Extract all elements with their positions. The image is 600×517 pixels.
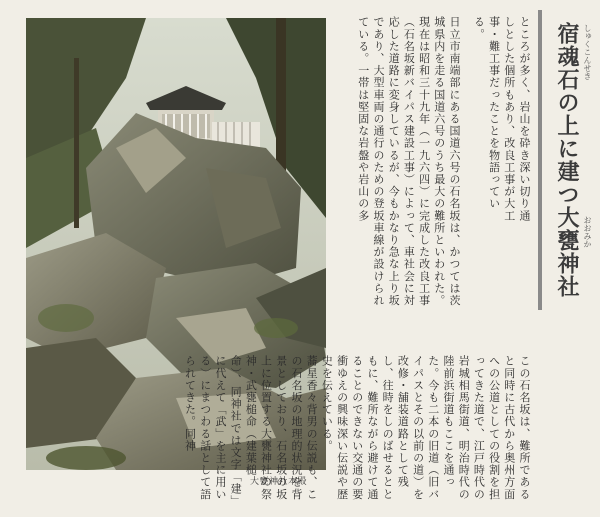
photo-caption: 大甕神社本殿	[250, 477, 308, 487]
paragraph-history: この石名坂は、難所であると同時に古代から奥州方面への公道としての役割を担ってきた道で、江戸時代の岩城相馬街道、明治時代の陸前浜街道もここを通った。今も二本の旧道（旧バイパスとその以前の道）を改修・舗装道路として残し、往時をしのばせるとともに、難所ながら避けて通ることのできない交通の要衝ゆえの興味深い伝説や歴史を伝えている。	[320, 355, 531, 501]
body-column-left-upper	[330, 16, 462, 316]
paragraph-intro-continued: ところが多く、岩山を砕き深い切り通しとした個所もあり、改良工事が大工事・難工事だったことを物語っている。	[472, 16, 531, 222]
paragraph-intro: 日立市南端部にある国道六号の石名坂は、かつては茨城県内を走る国道六号のうち最大の難所といわれた。現在は昭和三十九年（一九六四）に完成した改良工事（石名坂新バイパス建設工事）によって、車社会に対応した道路に変身しているが、今もかなり急な上り坂であり、大型車両の通行のための登坂車線が設けられている。一帯は堅固な岩盤や岩山の多	[356, 16, 461, 307]
page-title: 宿魂石の上に建つ大甕神社	[554, 22, 579, 298]
title-band	[538, 10, 594, 310]
paragraph-legend: 蕎星香々背男の伝説も、この石名坂の地理的状況を背景としており、石名坂の坂上に位置する大甕神社の祭神・武甕槌命（建葉槌命）、同神社では文字「建」に代えて「武」を主に用いる）にまつわる話として語られてきた。同神	[183, 355, 319, 502]
body-column-right-upper	[470, 16, 532, 226]
title-ruby-shukukonseki: しゅくこんせき	[583, 24, 592, 80]
title-ruby-omika: おおみか	[583, 216, 592, 248]
